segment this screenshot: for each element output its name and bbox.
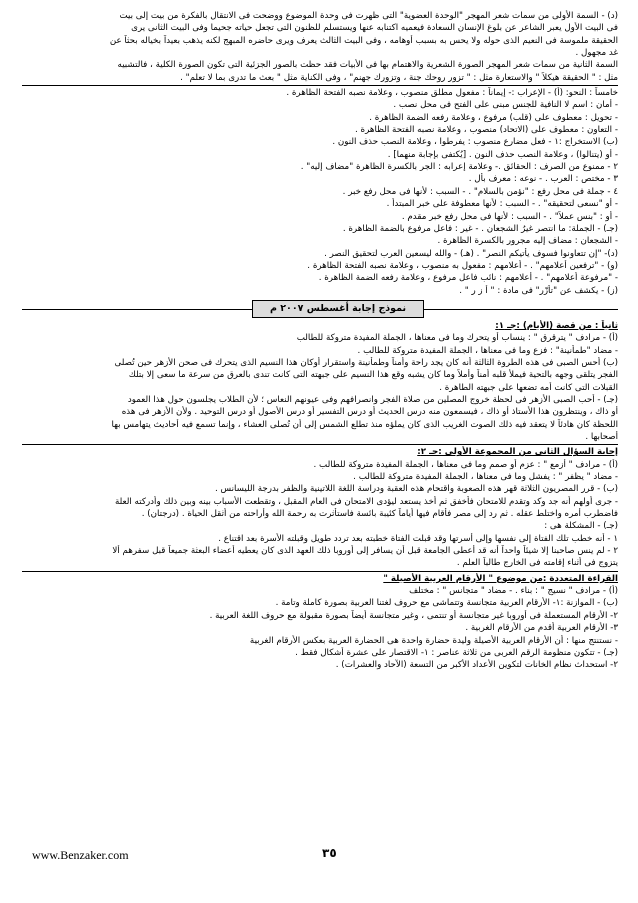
text-line: - تحويل : معطوف على (قلب) مرفوع ، وعلامة رفعه الضمة الظاهرة . <box>369 112 618 123</box>
text-line: - جرى أولهم أنه جد وكد وتقدم للامتحان فأخفق ثم أخذ يستعد ليؤدى الامتحان فى العام المقبل ، وتقطعت الأسباب بينه وبين ذلك وأدركته العلة <box>115 496 618 507</box>
text-line: فى البيت الأول يعبر الشاعر عن بلوغ الإنسان السعادة فيعميه اكتنابه عنها ويستسلم للظنون التى تجعل حياته جحيما وفى البيت الثانى يرى <box>131 23 618 34</box>
text-line: غد مجهول . <box>575 48 618 59</box>
section-divider <box>22 85 618 86</box>
text-line: - التعاون : معطوف على (الاتحاد) منصوب ، وعلامة نصبه الفتحة الظاهرة . <box>355 125 618 136</box>
text-line: - الشجعان : مضاف إليه مجرور بالكسرة الظاهرة . <box>437 236 618 247</box>
text-line: ٣ - مختص : العرب . - نوعه : معرف بأل . <box>468 174 618 185</box>
text-line: (و) - "ترفعين أعلامهم" . - أعلامهم : مفعول به منصوب ، وعلامة نصبه الفتحة الظاهرة . <box>307 260 618 271</box>
text-line: - أو (يتنالوا) ، وعلامة النصب حذف النون . [يُكتفى بإجابة منهما] . <box>387 149 618 160</box>
text-line: ٢ - ممنوع من الصرف : الحقائق .- وعلامة إعرابه : الجر بالكسرة الظاهرة "مضاف إليه" . <box>300 162 618 173</box>
text-line: (جـ) - أحب الصبى الأزهر فى لحظة خروج المصلين من صلاة الفجر وانصرافهم وفى عيونهم النعاس ؛ لأن الطلاب يجلسون حول هذا العمود <box>127 394 618 405</box>
text-line: مثل : " الحقيقة هيكلاً " والاستعارة مثل : " تزور روحك جنة ، وتزورك جهنم" ، وفى الكناية مثل " بعث ما تدرى بما لا تعلم" . <box>180 72 618 83</box>
text-line: الفجر يتلقى وجهه بالتحية فيملأ قلبه أمناً وأملاً وما كان يشبه وقع هذا النسيم على جبهته التى كانت تندى بالعرق من سرعة ما سعى إلا بتلك <box>128 370 618 381</box>
text-line: - أو : "بنس عملاً" . - السبب : لأنها فى محل رفع خبر مقدم . <box>401 211 618 222</box>
text-line: أصحابها . <box>585 432 618 442</box>
text-line: ٤ - جملة فى محل رفع : "نؤمن بالسلام" . - السبب : لأنها فى محل رفع خبر . <box>342 186 618 197</box>
text-line: (ز) - يكشف عن "تأزّر" فى مادة : " أ ز ر " . <box>459 285 618 296</box>
text-line: يتزوج فى أثناء إقامته فى الخارج طالباً العلم . <box>456 558 618 569</box>
text-line: الحقيقة ملموسة فى النعيم الذى حوله ولا يحس به بسبب أوهامه ، وفى البيت الثالث يعرف ويرى حاضره المبهج لكنه يذهب بعيداً بخياله بحثاً عن <box>109 35 618 46</box>
text-line: (جـ) - المشكلة هى : <box>544 521 618 532</box>
page-number: ٣٥ <box>322 846 337 860</box>
text-line: - "مرفوعة أعلامهم" . - أعلامهم : نائب فاعل مرفوع ، وعلامة رفعه الضمة الظاهرة . <box>318 273 618 284</box>
section-heading: إجابة السؤال الثانى من المجموعة الأولى :جـ ٢: <box>417 447 618 458</box>
text-line: أو ذاك ، وينتظرون هذا الأستاذ أو ذاك ، فيسمعون منه درس الحديث أو درس التفسير أو درس الأصول أو درس التوحيد . ولأن الأزهر فى هذه <box>121 407 618 418</box>
text-line: - أو "نسعى لتحقيقه" . - السبب : لأنها معطوفة على خبر المبتدأ . <box>386 199 618 210</box>
text-line: (جـ) - الجملة: ما انتصر غيرُ الشجعان . - غير : فاعل مرفوع بالضمة الظاهرة . <box>342 223 618 234</box>
text-line: (ب) أحس الصبى فى هذه الطروة الثالثة أنه كان يجد راحة وأمناً وطمأنينة واستقرار أوكان هذا النسيم الذى يتحرك فى صحن الأزهر حين تُصلى <box>114 357 618 368</box>
text-line: اللحظة كان هادئاً لا يتعقد فيه ذلك الصوت الغريب الذى كان يملؤه منذ تطلع الشمس إلى أن تُصلى العشاء ، وإنما تسمع فيه أحاديث يتهامس بها <box>111 419 618 430</box>
text-line: القبلات التى كانت أمه تضعها على جبهته الطاهرة . <box>439 382 618 393</box>
text-line: خامساً : النحو: (أ) - الإعراب :- إيماناً : مفعول مطلق منصوب ، وعلامة نصبه الفتحة الظاهرة . <box>286 88 618 99</box>
text-line: ١ - أنه خطب تلك الفتاة إلى نفسها وإلى أسرتها وقد قبلت الفتاة خطبته بعد تردد طويل وقبلته الأسرة بعد اقتناع . <box>218 533 618 544</box>
section-divider <box>22 571 618 572</box>
text-line: (أ) - مرادف " أزمع " : عزم أو صمم وما فى معناها ، الجملة المفيدة متروكة للطالب . <box>313 459 618 470</box>
text-line: (ب) - الموازنة :١- الأرقام العربية متجانسة وتتماشى مع حروف لغتنا العربية بصورة كاملة وتامة . <box>275 598 618 609</box>
answer-model-banner <box>22 300 618 318</box>
text-line: (د)- "إن تتعاونوا فسوف يأتيكم النصر" . (هـ) - والله ليسعين العرب لتحقيق النصر . <box>324 248 618 259</box>
text-line: (جـ) - تتكون منظومة الرقم العربى من ثلاثة عناصر : ١- الاقتصار على عشرة أشكال فقط . <box>295 647 618 658</box>
banner-title: نموذج إجابة أغسطس ٢٠٠٧ م <box>252 300 424 318</box>
website-link[interactable]: www.Benzaker.com <box>32 848 129 862</box>
text-line: السمة الثانية من سمات شعر المهجر الصورة الشعرية والاهتمام بها فى الأبيات فقد حظت بالصور الجزئية التى تكون الصورة الكلية ، فالتشبيه <box>117 60 618 71</box>
text-line: ٣- الأرقام العربية أقدم من الأرقام الغربية . <box>465 623 618 634</box>
section-divider <box>22 444 618 445</box>
text-line: ٢- استحداث نظام الخانات لتكوين الأعداد الأكبر من التسعة (الآحاد والعشرات) . <box>335 660 618 671</box>
text-line: ٢- الأرقام المستعملة فى أوروبا غير متجانسة أو تنتمى ، وغير متجانسة أيضاً بصورة مقبولة مع حروف اللغة العربية . <box>209 610 618 621</box>
text-line: (ب) - قرر المصريون الثلاثة قهر هذه الصعوبة واقتحام هذه العقبة ودراسة اللغة اللاتينية والظفر بدرجة الليسانس . <box>214 484 618 495</box>
text-line: (أ) - مرادف " يترقرق " : ينساب أو يتحرك وما فى معناها ، الجملة المفيدة متروكة للطالب <box>296 333 618 344</box>
text-line: ٢ - لم ينس صاحبنا إلا شيئاً واحداً أنه قد أعطى الجامعة قبل أن يسافر إلى أوروبا ذلك العهد الذى كان يعطيه أعضاء البعثة جميعاً قبل سفرهم ألا <box>112 546 618 557</box>
document-body <box>22 10 618 672</box>
text-line: (د) - السمة الأولى من سمات شعر المهجر "الوحدة العضوية" التى ظهرت فى وحدة الموضوع ووضحت فى الانتقال بالفكرة من بيت إلى بيت <box>119 11 618 21</box>
text-line: - مضاد " يظفر " : يفشل وما فى معناها ، الجملة المفيدة متروكة للطالب . <box>353 472 618 483</box>
text-line: - أمان : اسم لا النافية للجنس مبنى على الفتح فى محل نصب . <box>393 100 618 111</box>
text-line: (أ) - مرادف " نسيج " : بناء . - مضاد " متجانس " : مختلف <box>409 586 618 597</box>
section-heading: ثانياً : من قصة (الأيام) :جـ ١: <box>495 320 618 331</box>
section-heading: القراءة المتعددة :من موضوع " الأرقام العربية الأصيلة " <box>383 573 618 584</box>
text-line: - مضاد "طمأنينة" : فزع وما فى معناها ، الجملة المفيدة متروكة للطالب . <box>357 345 618 356</box>
page-footer <box>22 848 618 864</box>
text-line: (ب) الاستخراج :١ - فعل مضارع منصوب : يفرطوا ، وعلامة النصب حذف النون . <box>332 137 618 148</box>
text-line: - نستنتج منها : أن الأرقام العربية الأصيلة وليدة حضارة واحدة هى الحضارة العربية بعكس الأرقام الغربية <box>249 635 618 646</box>
text-line: فاضطرب أمره واختلط عقله . ثم رد إلى مصر فأقام فيها أياماً كئيبة بائسة فاستأثرت به رحمة الله وأراحته من أثقل الحياة . (درجتان) . <box>141 509 618 520</box>
